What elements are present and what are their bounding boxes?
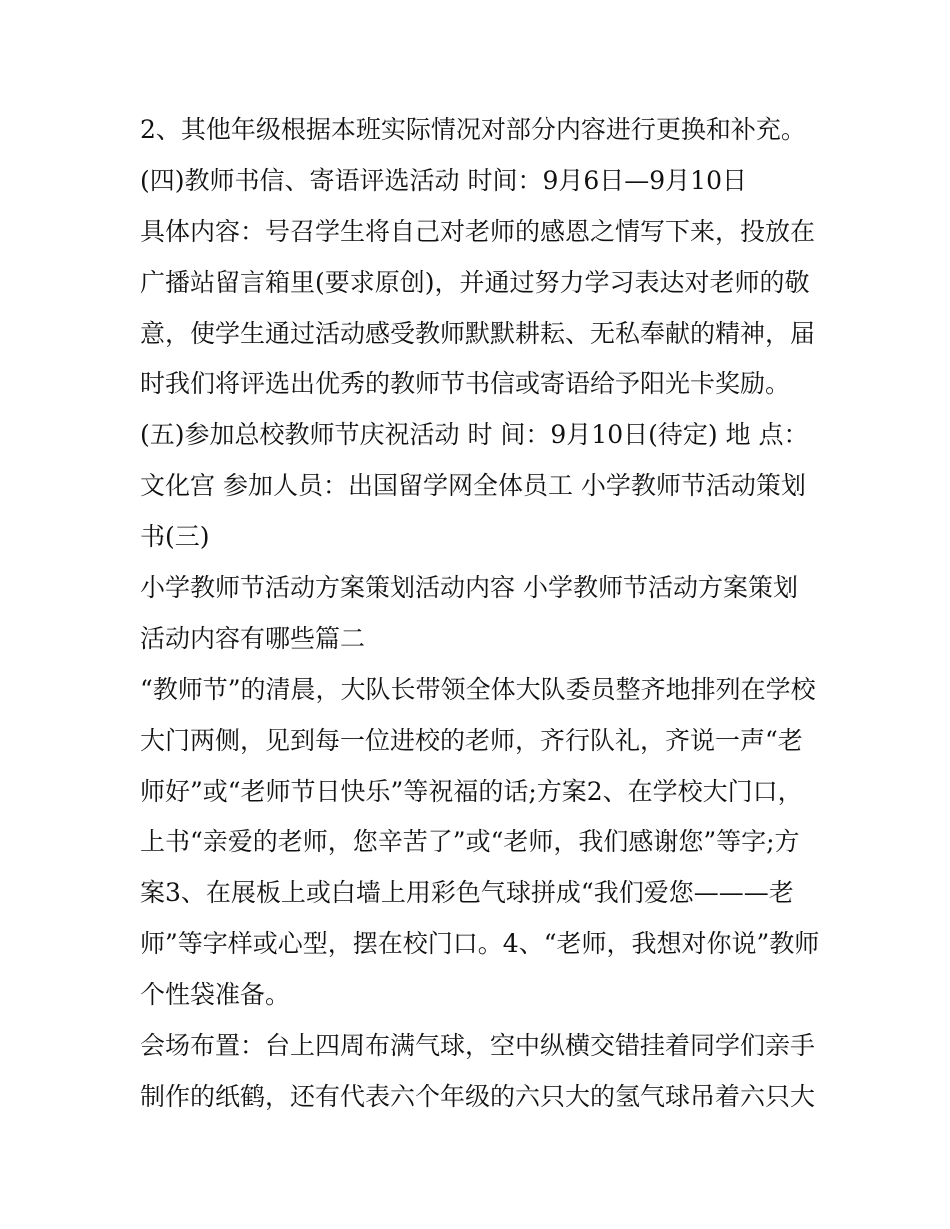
text-line: 广播站留言箱里(要求原创)，并通过努力学习表达对老师的敬	[140, 267, 810, 297]
text-line: 文化宫 参加人员：出国留学网全体员工 小学教师节活动策划	[140, 471, 806, 501]
text-line: 案3、在展板上或白墙上用彩色气球拼成“我们爱您———老	[140, 878, 794, 908]
text-line: “教师节”的清晨，大队长带领全体大队委员整齐地排列在学校	[140, 674, 816, 704]
text-line: 个性袋准备。	[140, 980, 291, 1010]
text-line: 书(三)	[140, 522, 210, 552]
document-body	[140, 105, 820, 1123]
text-line: 活动内容有哪些篇二	[140, 623, 366, 653]
text-line: 意，使学生通过活动感受教师默默耕耘、无私奉献的精神，届	[140, 318, 816, 348]
text-line: 师好”或“老师节日快乐”等祝福的话;方案2、在学校大门口，	[140, 776, 803, 806]
text-line: (四)教师书信、寄语评选活动 时间：9月6日—9月10日	[140, 165, 747, 195]
text-line: 时我们将评选出优秀的教师节书信或寄语给予阳光卡奖励。	[140, 369, 791, 399]
text-line: (五)参加总校教师节庆祝活动 时 间：9月10日(待定) 地 点：	[140, 420, 809, 450]
text-line: 会场布置：台上四周布满气球，空中纵横交错挂着同学们亲手	[140, 1031, 816, 1061]
text-line: 大门两侧，见到每一位进校的老师，齐行队礼，齐说一声“老	[140, 725, 803, 755]
text-line: 小学教师节活动方案策划活动内容 小学教师节活动方案策划	[140, 573, 798, 603]
text-line: 具体内容：号召学生将自己对老师的感恩之情写下来，投放在	[140, 216, 816, 246]
text-line: 制作的纸鹤，还有代表六个年级的六只大的氢气球吊着六只大	[140, 1081, 816, 1111]
text-line: 2、其他年级根据本班实际情况对部分内容进行更换和补充。	[140, 115, 806, 144]
text-line: 师”等字样或心型，摆在校门口。4、“老师，我想对你说”教师	[140, 929, 820, 959]
text-line: 上书“亲爱的老师，您辛苦了”或“老师，我们感谢您”等字;方	[140, 827, 800, 857]
